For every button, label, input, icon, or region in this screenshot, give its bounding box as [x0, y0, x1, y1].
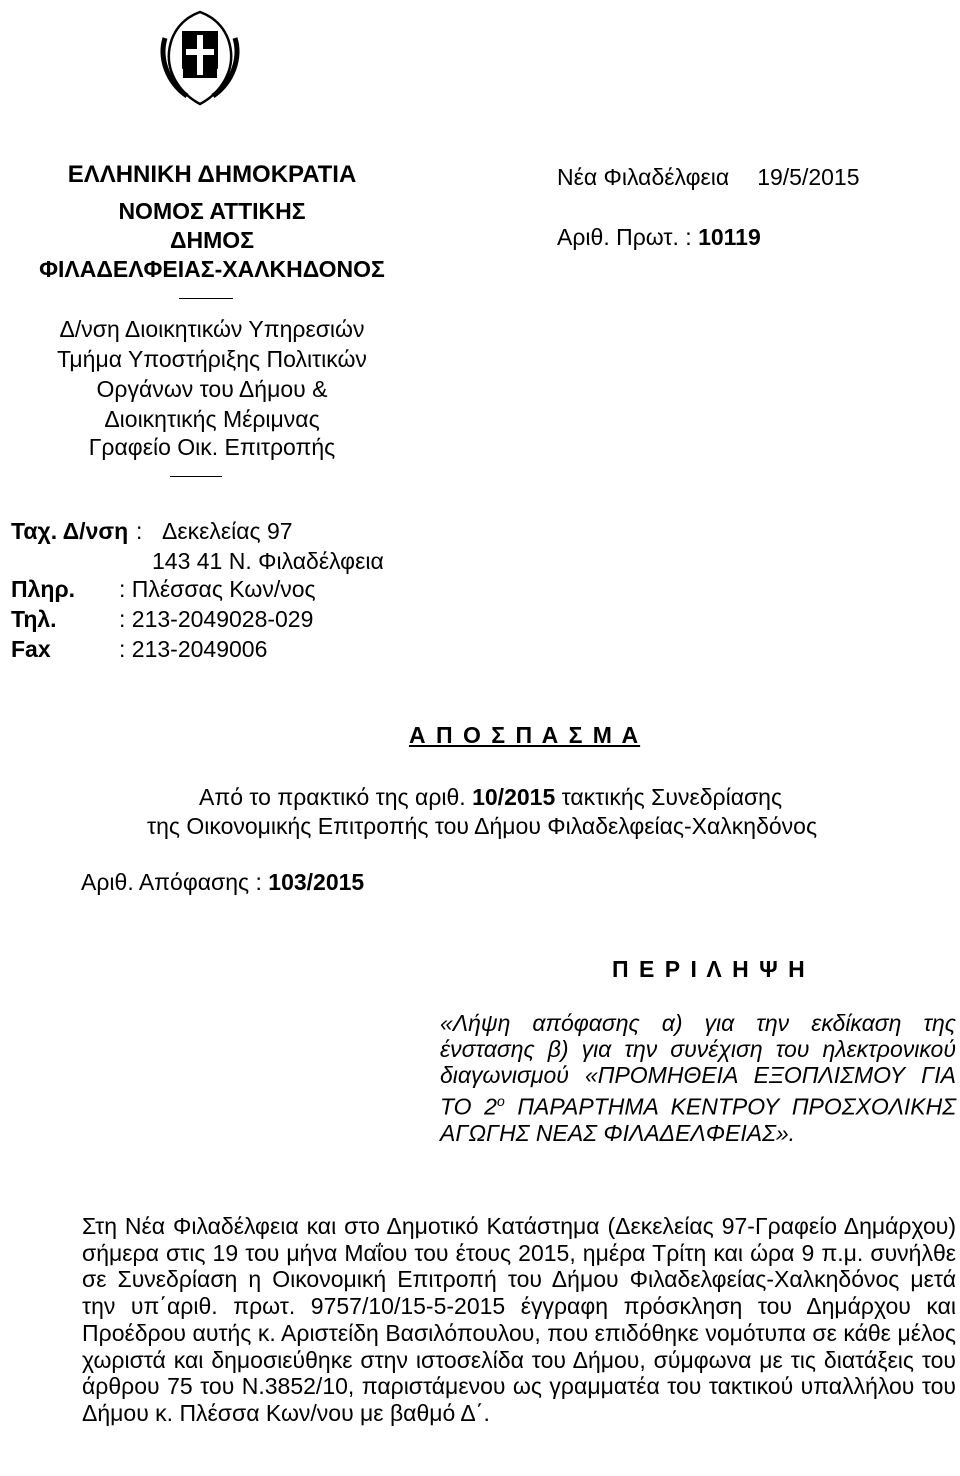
extract-line-1-pre: Από το πρακτικό της αριθ.: [199, 784, 473, 810]
header-country: ΕΛΛΗΝΙΚΗ ΔΗΜΟΚΡΑΤΙΑ: [67, 161, 357, 188]
phone-label: Τηλ.: [11, 606, 57, 632]
header-municipality-line2: ΦΙΛΑΔΕΛΦΕΙΑΣ-ΧΑΛΚΗΔΟΝΟΣ: [39, 256, 385, 282]
decision-number: 103/2015: [268, 869, 365, 895]
header-prefecture: ΝΟΜΟΣ ΑΤΤΙΚΗΣ: [118, 198, 306, 224]
decision-line: [81, 869, 364, 896]
dateline: [557, 164, 860, 191]
phone-value: : 213-2049028-029: [119, 606, 314, 632]
extract-line-1: [199, 784, 782, 811]
summary-text-post: ΠΑΡΑΡΤΗΜΑ ΚΕΝΤΡΟΥ ΠΡΟΣΧΟΛΙΚΗΣ ΑΓΩΓΗΣ ΝΕΑΣ ΦΙΛΑΔΕΛΦΕΙΑΣ».: [440, 1093, 956, 1146]
header-divider-1: [179, 298, 233, 299]
protocol-label: Αριθ. Πρωτ. :: [557, 224, 692, 250]
fax-label: Fax: [11, 636, 51, 662]
extract-line-1-post: τακτικής Συνεδρίασης: [555, 784, 783, 810]
header-divider-2: [170, 476, 222, 477]
dept-line-1: Δ/νση Διοικητικών Υπηρεσιών: [59, 316, 365, 342]
header-municipality-line1: ΔΗΜΟΣ: [170, 227, 254, 253]
session-number: 10/2015: [472, 784, 556, 810]
fax-value: : 213-2049006: [119, 636, 268, 662]
dept-line-4: Διοικητικής Μέριμνας: [104, 406, 320, 432]
dept-line-2: Τμήμα Υποστήριξης Πολιτικών: [57, 346, 367, 372]
extract-title: Α Π Ο Σ Π Α Σ Μ Α: [409, 722, 641, 748]
summary-text-pre: «Λήψη απόφασης α) για την εκδίκαση της ένστασης β) για την συνέχιση του ηλεκτρονικού διαγωνισμού «ΠΡΟΜΗΘΕΙΑ ΕΞΟΠΛΙΣΜΟΥ ΓΙΑ ΤΟ 2: [440, 1010, 956, 1120]
extract-line-2: της Οικονομικής Επιτροπής του Δήμου Φιλαδελφείας-Χαλκηδόνος: [147, 813, 818, 839]
protocol-number: 10119: [698, 224, 761, 250]
address-city: 143 41 Ν. Φιλαδέλφεια: [152, 548, 384, 574]
summary-superscript: ο: [496, 1093, 505, 1109]
dateline-place: Νέα Φιλαδέλφεια: [557, 164, 730, 190]
dept-line-5: Γραφείο Οικ. Επιτροπής: [88, 434, 336, 460]
protocol-line: [557, 224, 761, 251]
summary-text: [440, 1010, 956, 1146]
info-value: : Πλέσσας Κων/νος: [119, 576, 316, 602]
info-label: Πληρ.: [11, 576, 76, 602]
summary-title: Π Ε Ρ Ι Λ Η Ψ Η: [612, 956, 807, 982]
address-street: Δεκελείας 97: [162, 518, 293, 544]
decision-label: Αριθ. Απόφασης :: [81, 869, 269, 895]
minutes-paragraph: Στη Νέα Φιλαδέλφεια και στο Δημοτικό Κατάστημα (Δεκελείας 97-Γραφείο Δημάρχου) σήμερα στις 19 του μήνα Μαΐου του έτους 2015, ημέρα Τρίτη και ώρα 9 π.μ. συνήλθε σε Συνεδρίαση η Οικονομική Επιτροπή του Δήμου Φιλαδελφείας-Χαλκηδόνος μετά την υπ΄αριθ. πρωτ. 9757/10/15-5-2015 έγγραφη πρόσκληση του Δημάρχου και Προέδρου αυτής κ. Αριστείδη Βασιλόπουλου, που επιδόθηκε νομότυπα σε κάθε μέλος χωριστά και δημοσιεύθηκε στην ιστοσελίδα του Δήμου, σύμφωνα με τις διατάξεις του άρθρου 75 του Ν.3852/10, παριστάμενου ως γραμματέα του τακτικού υπαλλήλου του Δήμου κ. Πλέσσα Κων/νου με βαθμό Δ΄.: [82, 1213, 956, 1426]
address-colon: :: [136, 518, 143, 544]
address-label: Ταχ. Δ/νση: [11, 518, 129, 544]
dept-line-3: Οργάνων του Δήμου &: [96, 376, 328, 402]
greek-coat-of-arms-emblem: [153, 8, 247, 108]
dateline-date: 19/5/2015: [757, 164, 860, 190]
